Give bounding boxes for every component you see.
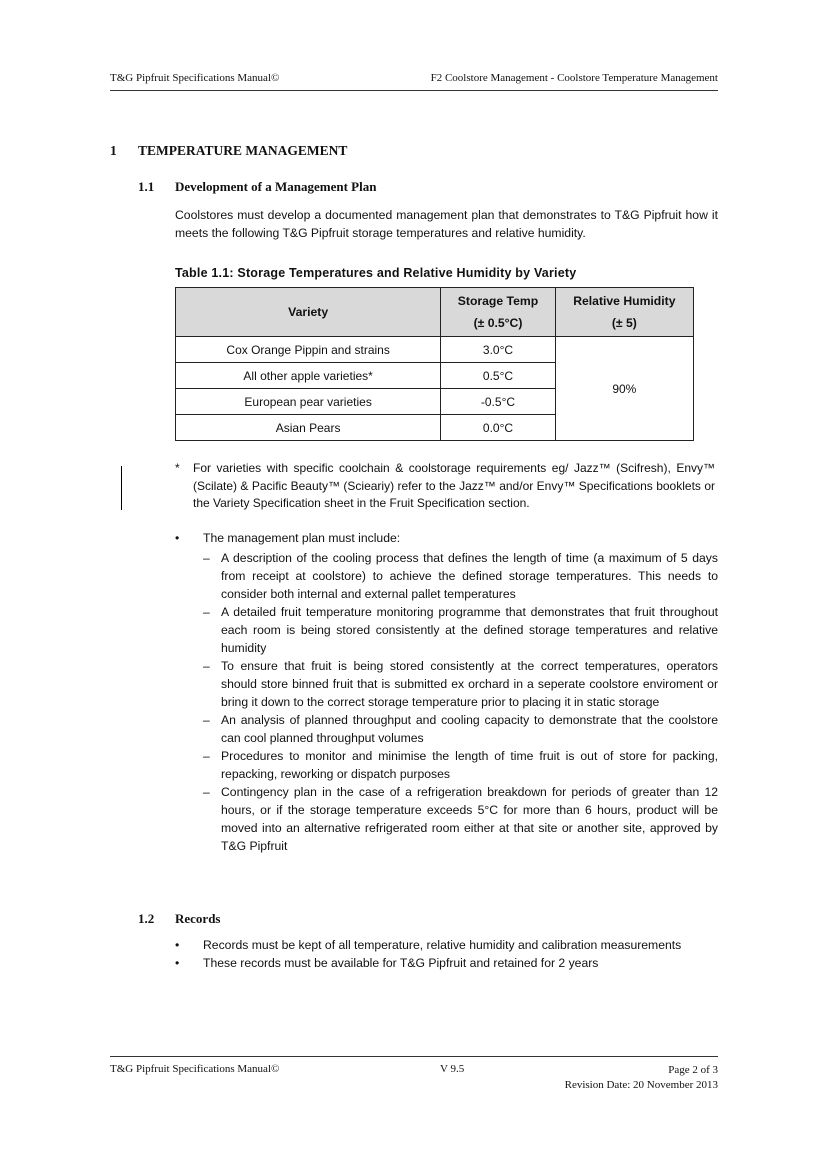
table-header-row (176, 288, 694, 337)
list-item (175, 954, 718, 972)
temp-cell: -0.5°C (441, 389, 555, 415)
storage-temp-header-tolerance: (± 0.5°C) (473, 316, 523, 330)
plan-item-text: Contingency plan in the case of a refrigeration breakdown for periods of greater than 12 hours, or if the storage temperature exceeds 5°C for more than 6 hours, product will be moved into an alternative refrigerated room either at that site or another site, approved by T&G Pipfruit (221, 785, 718, 853)
bullet-icon: • (175, 956, 180, 970)
storage-temp-header (441, 288, 555, 337)
plan-item-text: A description of the cooling process that defines the length of time (a maximum of 5 days from receipt at coolstore) to achieve the defined storage temperatures. This needs to consider both internal and external pallet temperatures (221, 551, 718, 601)
list-item (175, 783, 718, 855)
footer-manual-title: T&G Pipfruit Specifications Manual© (110, 1063, 280, 1075)
table-caption: Table 1.1: Storage Temperatures and Relative Humidity by Variety (175, 266, 577, 280)
variety-cell: Asian Pears (176, 415, 441, 441)
page-header (110, 68, 718, 91)
revision-change-bar (121, 466, 122, 510)
section-1-1-number: 1.1 (138, 179, 155, 194)
footnote-marker: * (175, 461, 180, 475)
plan-item-text: A detailed fruit temperature monitoring programme that demonstrates that fruit throughout each room is being stored consistently at the defined storage temperatures and relative humidity (221, 605, 718, 655)
humidity-header (555, 288, 693, 337)
section-1-number: 1 (110, 143, 117, 158)
footer-page-number: Page 2 of 3 (668, 1064, 718, 1076)
page-footer (110, 1056, 718, 1091)
list-item (175, 747, 718, 783)
plan-intro: The management plan must include: (203, 531, 401, 545)
humidity-header-label: Relative Humidity (573, 294, 676, 308)
plan-item-text: An analysis of planned throughput and cooling capacity to demonstrate that the coolstore can cool planned throughput volumes (221, 713, 718, 745)
records-item-text: Records must be kept of all temperature, relative humidity and calibration measurements (203, 938, 682, 952)
dash-icon: – (203, 713, 210, 727)
footer-revision-date: Revision Date: 20 November 2013 (564, 1079, 718, 1091)
temp-cell: 3.0°C (441, 337, 555, 363)
section-1-1-title: Development of a Management Plan (175, 179, 377, 194)
variety-cell: Cox Orange Pippin and strains (176, 337, 441, 363)
section-1-heading (110, 143, 347, 159)
temp-cell: 0.0°C (441, 415, 555, 441)
variety-cell: European pear varieties (176, 389, 441, 415)
variety-header: Variety (176, 288, 441, 337)
variety-cell: All other apple varieties* (176, 363, 441, 389)
footer-version: V 9.5 (440, 1063, 465, 1075)
section-1-title: TEMPERATURE MANAGEMENT (138, 143, 348, 158)
plan-item-text: To ensure that fruit is being stored consistently at the correct temperatures, operators should store binned fruit that is submitted ex orchard in a seperate coolstore enviroment or bring it down to the correct storage temperature prior to placing it in static storage (221, 659, 718, 709)
bullet-icon: • (175, 938, 180, 952)
table-footnote (175, 460, 715, 513)
plan-requirements (175, 549, 718, 855)
plan-item-text: Procedures to monitor and minimise the length of time fruit is out of store for packing, repacking, reworking or dispatch purposes (221, 749, 718, 781)
list-item (175, 549, 718, 603)
table-row (176, 337, 694, 363)
humidity-header-tolerance: (± 5) (611, 316, 637, 330)
list-item (175, 711, 718, 747)
section-1-2-title: Records (175, 911, 221, 926)
section-1-2-heading (138, 911, 221, 927)
footer-page-info (565, 1063, 718, 1093)
bullet-icon: • (175, 531, 180, 545)
list-item (175, 603, 718, 657)
records-item-text: These records must be available for T&G Pipfruit and retained for 2 years (203, 956, 599, 970)
list-item (175, 657, 718, 711)
header-section-title: F2 Coolstore Management - Coolstore Temperature Management (430, 72, 718, 84)
section-1-1-heading (138, 179, 376, 195)
management-plan-list (175, 529, 718, 855)
records-list (175, 936, 718, 972)
dash-icon: – (203, 551, 210, 565)
storage-temp-header-label: Storage Temp (457, 294, 539, 308)
list-item (175, 936, 718, 954)
dash-icon: – (203, 605, 210, 619)
dash-icon: – (203, 659, 210, 673)
footnote-text: For varieties with specific coolchain & coolstorage requirements eg/ Jazz™ (Scifresh), Envy™ (Scilate) & Pacific Beauty™ (Scieariy) refer to the Jazz™ and/or Envy™ Specifications booklets or the Variety Specification sheet in the Fruit Specification section. (193, 461, 715, 510)
dash-icon: – (203, 785, 210, 799)
humidity-cell: 90% (555, 337, 693, 441)
intro-paragraph: Coolstores must develop a documented management plan that demonstrates to T&G Pipfruit how it meets the following T&G Pipfruit storage temperatures and relative humidity. (175, 208, 718, 240)
storage-table (175, 287, 694, 441)
section-1-2-number: 1.2 (138, 911, 155, 926)
temp-cell: 0.5°C (441, 363, 555, 389)
list-item (175, 529, 718, 547)
header-manual-title: T&G Pipfruit Specifications Manual© (110, 72, 280, 84)
dash-icon: – (203, 749, 210, 763)
